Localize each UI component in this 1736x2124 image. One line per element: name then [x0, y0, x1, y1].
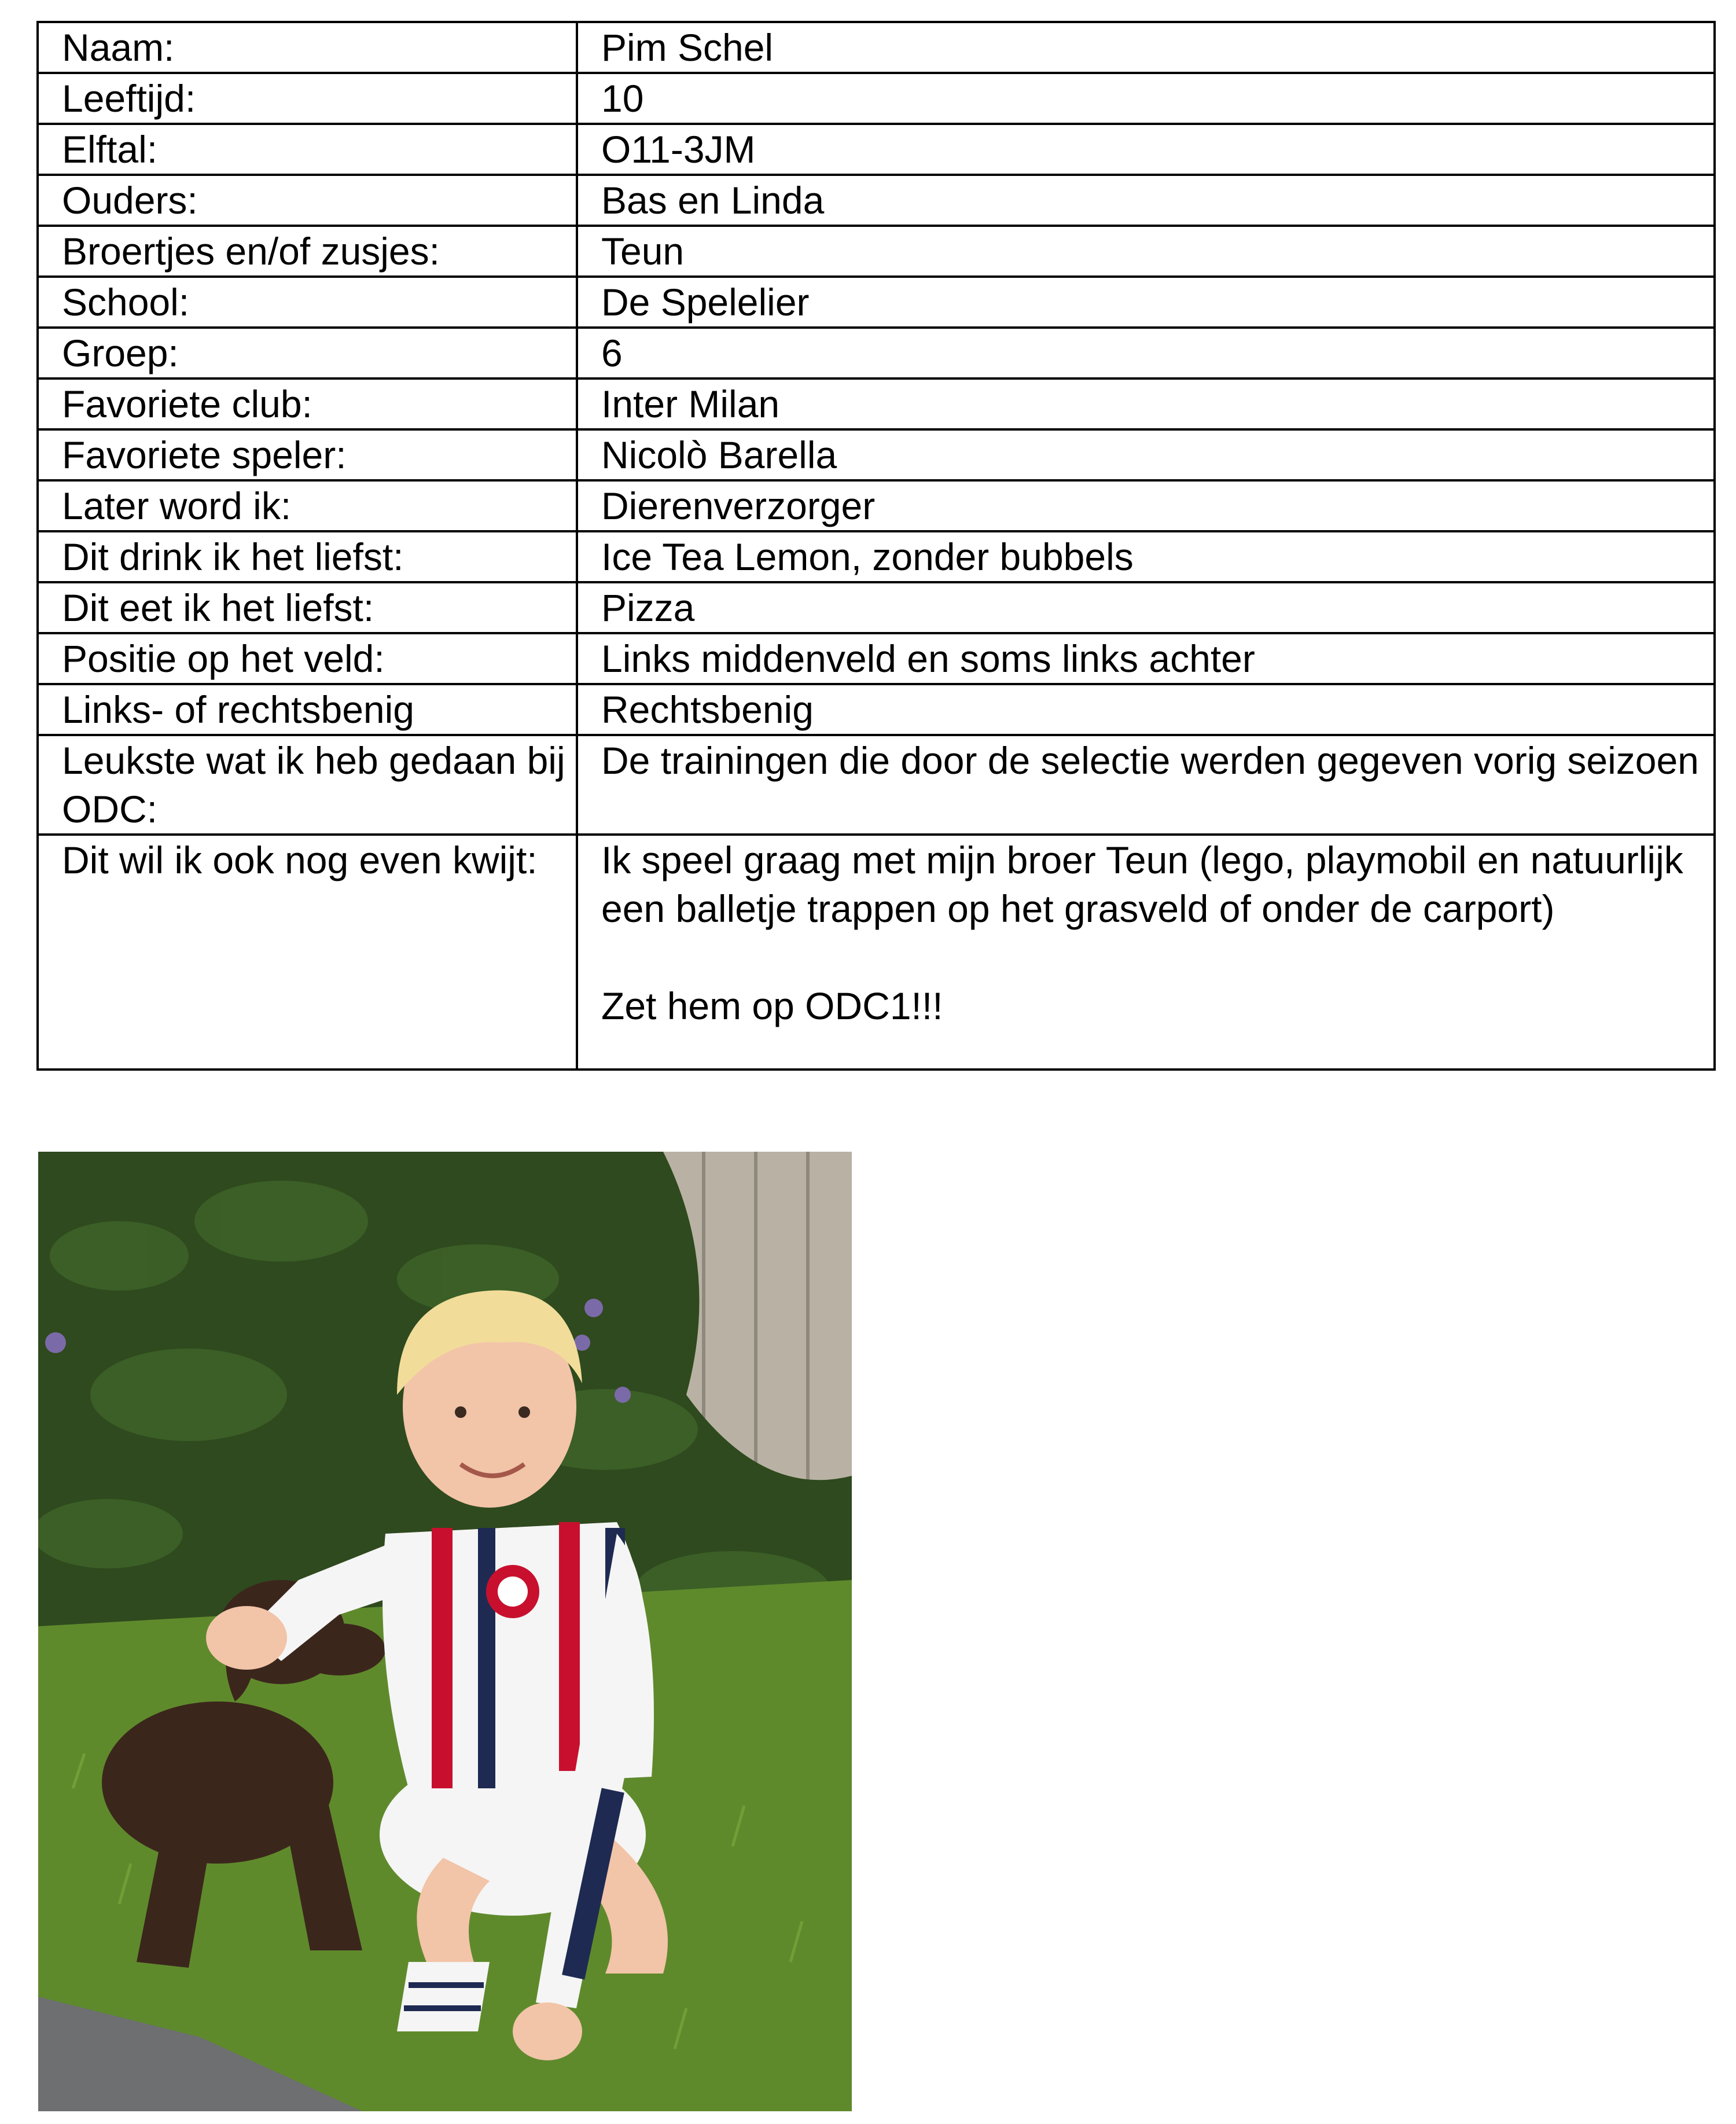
label-later-word-ik: Later word ik: [38, 480, 577, 531]
value-favoriete-speler: Nicolò Barella [577, 429, 1715, 480]
table-row [38, 22, 1715, 73]
value-naam: Pim Schel [577, 22, 1715, 73]
value-broertjes-zusjes: Teun [577, 226, 1715, 277]
value-links-rechtsbenig: Rechtsbenig [577, 684, 1715, 735]
label-positie: Positie op het veld: [38, 633, 577, 684]
value-ouders: Bas en Linda [577, 175, 1715, 226]
table-row [38, 531, 1715, 582]
table-row [38, 175, 1715, 226]
value-later-word-ik: Dierenverzorger [577, 480, 1715, 531]
table-row [38, 684, 1715, 735]
table-row [38, 735, 1715, 835]
table-row [38, 328, 1715, 379]
value-groep: 6 [577, 328, 1715, 379]
label-kwijt: Dit wil ik ook nog even kwijt: [38, 835, 577, 1070]
table-row [38, 835, 1715, 1070]
table-row [38, 379, 1715, 429]
player-photo [38, 1152, 852, 2111]
value-leeftijd: 10 [577, 73, 1715, 124]
table-row [38, 124, 1715, 175]
value-favoriete-club: Inter Milan [577, 379, 1715, 429]
label-ouders: Ouders: [38, 175, 577, 226]
value-school: De Spelelier [577, 277, 1715, 328]
label-broertjes-zusjes: Broertjes en/of zusjes: [38, 226, 577, 277]
label-elftal: Elftal: [38, 124, 577, 175]
value-drink: Ice Tea Lemon, zonder bubbels [577, 531, 1715, 582]
profile-table [36, 21, 1716, 1071]
label-naam: Naam: [38, 22, 577, 73]
label-links-rechtsbenig: Links- of rechtsbenig [38, 684, 577, 735]
table-row [38, 582, 1715, 633]
value-kwijt: Ik speel graag met mijn broer Teun (lego, playmobil en natuurlijk een balletje trappen op het grasveld of onder de carport) Zet hem op ODC1!!! [577, 835, 1715, 1070]
value-elftal: O11-3JM [577, 124, 1715, 175]
label-drink: Dit drink ik het liefst: [38, 531, 577, 582]
value-leukste: De trainingen die door de selectie werden gegeven vorig seizoen [577, 735, 1715, 835]
label-leukste: Leukste wat ik heb gedaan bij ODC: [38, 735, 577, 835]
label-groep: Groep: [38, 328, 577, 379]
label-leeftijd: Leeftijd: [38, 73, 577, 124]
value-eet: Pizza [577, 582, 1715, 633]
label-favoriete-speler: Favoriete speler: [38, 429, 577, 480]
label-school: School: [38, 277, 577, 328]
table-row [38, 429, 1715, 480]
table-row [38, 633, 1715, 684]
table-row [38, 480, 1715, 531]
table-row [38, 277, 1715, 328]
label-favoriete-club: Favoriete club: [38, 379, 577, 429]
label-eet: Dit eet ik het liefst: [38, 582, 577, 633]
value-positie: Links middenveld en soms links achter [577, 633, 1715, 684]
table-row [38, 226, 1715, 277]
table-row [38, 73, 1715, 124]
